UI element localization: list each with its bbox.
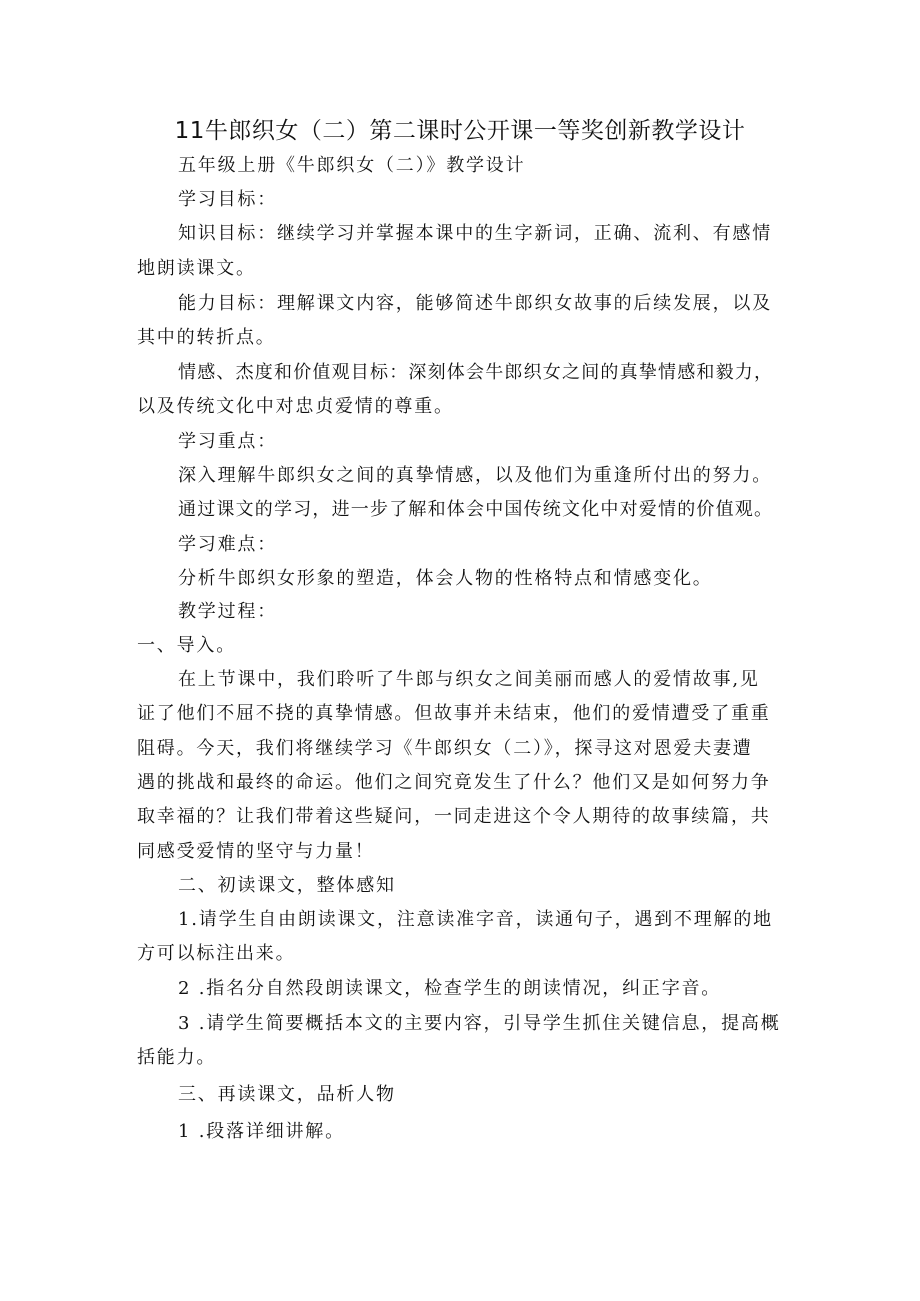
- paragraph-line: 括能力。: [137, 1047, 217, 1068]
- paragraph-line: 知识目标：继续学习并掌握本课中的生字新词，正确、流利、有感情: [178, 223, 772, 244]
- document-title: 11牛郎织女（二）第二课时公开课一等奖创新教学设计: [174, 118, 746, 144]
- subtitle: 五年级上册《牛郎织女（二）》教学设计: [178, 155, 526, 176]
- paragraph-line: 地朗读课文。: [137, 258, 256, 279]
- paragraph-line: 方可以标注出来。: [137, 943, 296, 964]
- paragraph-line: 其中的转折点。: [137, 327, 276, 348]
- paragraph-line: 阻碍。今天，我们将继续学习《牛郎织女（二）》，探寻这对恩爱夫妻遭: [137, 738, 753, 759]
- paragraph-line: 深入理解牛郎织女之间的真挚情感，以及他们为重逢所付出的努力。: [178, 465, 772, 486]
- section-heading: 三、再读课文，品析人物: [178, 1084, 396, 1105]
- section-heading: 一、导入。: [137, 635, 236, 656]
- paragraph-line: 在上节课中，我们聆听了牛郎与织女之间美丽而感人的爱情故事,见: [178, 669, 760, 690]
- paragraph-line: 通过课文的学习，进一步了解和体会中国传统文化中对爱情的价值观。: [178, 499, 774, 520]
- paragraph-line: 3 .请学生简要概括本文的主要内容，引导学生抓住关键信息，提高概: [178, 1013, 781, 1034]
- section-heading: 二、初读课文，整体感知: [178, 875, 396, 896]
- section-heading: 教学过程：: [178, 601, 277, 622]
- paragraph-line: 1 .段落详细讲解。: [178, 1121, 345, 1142]
- paragraph-line: 分析牛郎织女形象的塑造，体会人物的性格特点和情感变化。: [178, 568, 713, 589]
- paragraph-line: 情感、杰度和价值观目标：深刻体会牛郎织女之间的真挚情感和毅力，: [178, 362, 774, 383]
- paragraph-line: 1.请学生自由朗读课文，注意读准字音，读通句子，遇到不理解的地: [178, 909, 773, 930]
- section-heading: 学习目标：: [178, 189, 277, 210]
- paragraph-line: 遇的挑战和最终的命运。他们之间究竟发生了什么？他们又是如何努力争: [137, 772, 771, 793]
- paragraph-line: 证了他们不屈不挠的真挚情感。但故事并未结束，他们的爱情遭受了重重: [137, 703, 771, 724]
- paragraph-line: 能力目标：理解课文内容，能够简述牛郎织女故事的后续发展，以及: [178, 293, 772, 314]
- section-heading: 学习重点：: [178, 431, 277, 452]
- paragraph-line: 以及传统文化中对忠贞爱情的尊重。: [137, 396, 454, 417]
- paragraph-line: 2 .指名分自然段朗读课文，检查学生的朗读情况，纠正字音。: [178, 978, 722, 999]
- section-heading: 学习难点：: [178, 534, 277, 555]
- paragraph-line: 同感受爱情的坚守与力量！: [137, 841, 375, 862]
- paragraph-line: 取幸福的？让我们带着这些疑问，一同走进这个令人期待的故事续篇，共: [137, 806, 771, 827]
